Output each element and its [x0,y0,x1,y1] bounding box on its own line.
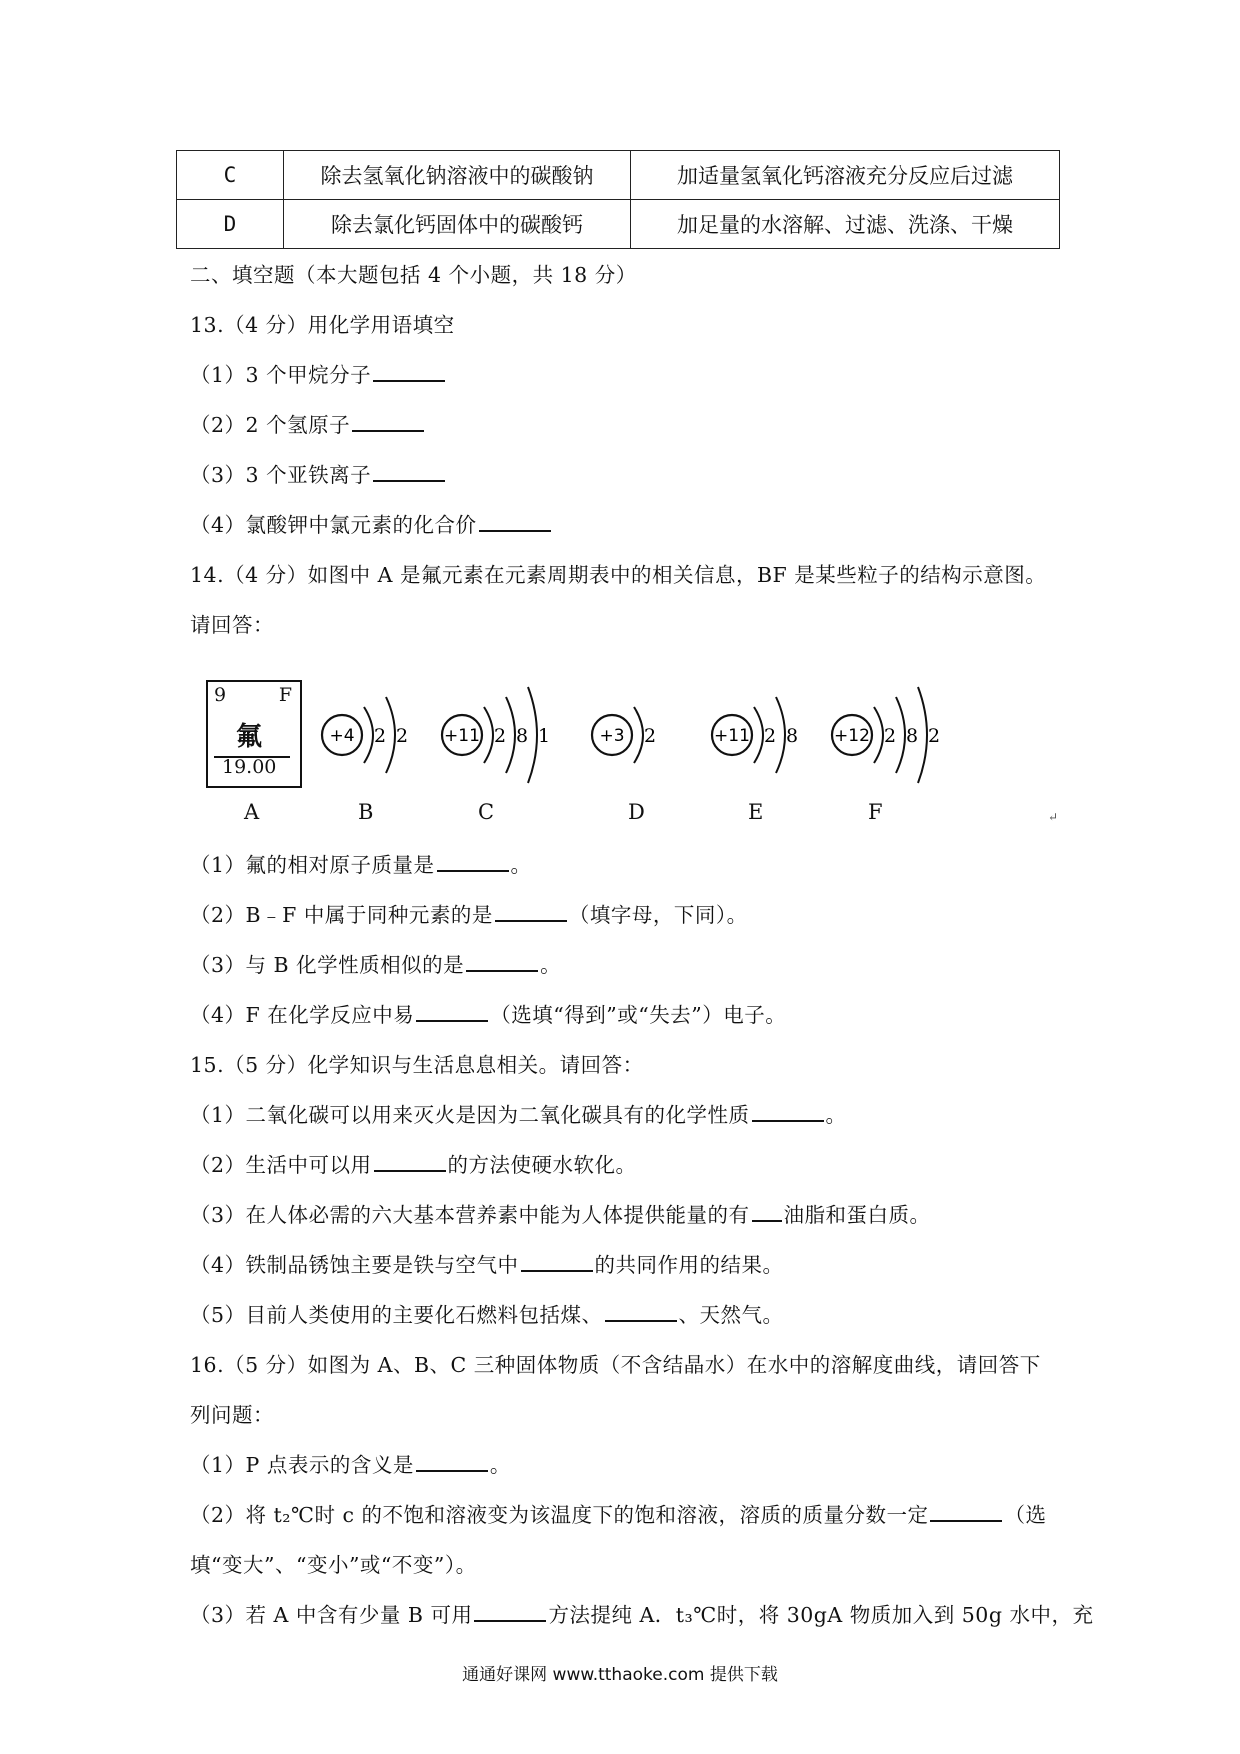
atom-diagram-e [710,680,814,794]
q16-item-text: （1）P 点表示的含义是 [190,1453,414,1477]
answer-blank[interactable] [521,1250,593,1273]
answer-blank[interactable] [352,410,424,433]
element-symbol: F [278,684,292,706]
answer-blank[interactable] [373,360,445,383]
electron-count: 2 [883,725,897,747]
electron-shell-arc [386,697,395,773]
q16-stem: 16.（5 分）如图为 A、B、C 三种固体物质（不含结晶水）在水中的溶解度曲线，请回答下 [190,1353,1041,1377]
q13-item-1 [190,358,447,388]
answer-blank[interactable] [437,850,509,873]
nuclear-charge: +11 [714,726,750,746]
nuclear-charge: +4 [329,726,355,746]
electron-shell-arc [874,707,883,763]
electron-shell-arc [918,687,927,783]
q15-item-suffix: 的方法使硬水软化。 [447,1153,637,1177]
q15-stem: 15.（5 分）化学知识与生活息息相关。请回答： [190,1053,644,1077]
atomic-mass: 19.00 [222,756,277,778]
atomic-number: 9 [214,684,227,706]
electron-shell-arc [528,687,537,783]
answer-blank[interactable] [416,1450,488,1473]
method-cell: 加适量氢氧化钙溶液充分反应后过滤 [631,151,1060,200]
atom-svg [440,680,566,790]
electron-count: 2 [643,725,657,747]
atom-svg [590,680,672,790]
electron-shell-arc [896,697,905,773]
q15-item-suffix: 油脂和蛋白质。 [783,1203,931,1227]
q15-item-3 [190,1198,931,1228]
figure-label-f: F [868,800,883,824]
q16-item-3 [190,1598,1093,1628]
electron-shell-arc [364,707,373,763]
answer-blank[interactable] [752,1100,824,1123]
q13-item-text: （3）3 个亚铁离子 [190,463,372,487]
q14-item-suffix: 。 [540,953,562,977]
q15-item-1 [190,1098,847,1128]
electron-count: 2 [395,725,409,747]
q16-item-text: （2）将 t₂℃时 c 的不饱和溶液变为该温度下的饱和溶液，溶质的质量分数一定 [190,1503,929,1527]
figure-label-a: A [244,800,260,824]
q16-item-2 [190,1498,1046,1528]
electron-count: 8 [905,725,919,747]
nuclear-charge: +11 [444,726,480,746]
electron-count: 2 [373,725,387,747]
answer-blank[interactable] [479,510,551,533]
q14-item-text: （1）氟的相对原子质量是 [190,853,435,877]
purpose-cell: 除去氯化钙固体中的碳酸钙 [284,200,631,249]
electron-count: 2 [763,725,777,747]
q14-stem: 14.（4 分）如图中 A 是氟元素在元素周期表中的相关信息，BF 是某些粒子的结构示意图。 [190,563,1047,587]
electron-shell-arc [484,707,493,763]
options-table [176,150,1060,249]
q15-item-5 [190,1298,784,1328]
q14-item-text: （4）F 在化学反应中易 [190,1003,415,1027]
q13-stem: 13.（4 分）用化学用语填空 [190,313,455,337]
electron-shell-arc [776,697,785,773]
figure-label-b: B [358,800,374,824]
section-title: 二、填空题（本大题包括 4 个小题，共 18 分） [190,263,637,287]
answer-blank[interactable] [752,1200,782,1223]
q14-item-4 [190,998,786,1028]
answer-blank[interactable] [605,1300,677,1323]
q13-item-text: （2）2 个氢原子 [190,413,351,437]
periodic-table-cell [206,680,302,788]
electron-count: 8 [785,725,799,747]
atom-structure-figure [190,660,1070,830]
q15-item-text: （2）生活中可以用 [190,1153,372,1177]
q15-item-text: （3）在人体必需的六大基本营养素中能为人体提供能量的有 [190,1203,750,1227]
option-cell: D [177,200,284,249]
q13-item-4 [190,508,553,538]
q16-item-suffix: 。 [489,1453,511,1477]
electron-shell-arc [634,707,643,763]
q15-item-suffix: 、天然气。 [678,1303,784,1327]
method-cell: 加足量的水溶解、过滤、洗涤、干燥 [631,200,1060,249]
electron-count: 2 [927,725,941,747]
return-mark: ↵ [1048,810,1059,824]
q14-item-3 [190,948,561,978]
q14-item-suffix: （选填“得到”或“失去”）电子。 [490,1003,787,1027]
q15-item-suffix: 。 [825,1103,847,1127]
q15-item-2 [190,1148,637,1178]
q14-item-text: （3）与 B 化学性质相似的是 [190,953,465,977]
figure-label-c: C [478,800,495,824]
electron-count: 2 [493,725,507,747]
q13-item-2 [190,408,426,438]
electron-count: 8 [515,725,529,747]
q16-stem-2: 列问题： [190,1403,274,1427]
element-name: 氟 [236,722,263,752]
option-cell: C [177,151,284,200]
q14-item-2 [190,898,748,928]
q15-item-text: （1）二氧化碳可以用来灭火是因为二氧化碳具有的化学性质 [190,1103,750,1127]
atom-svg [320,680,424,790]
answer-blank[interactable] [495,900,567,923]
q16-item-text: （3）若 A 中含有少量 B 可用 [190,1603,473,1627]
q13-item-text: （1）3 个甲烷分子 [190,363,372,387]
atom-diagram-d [590,680,672,794]
q15-item-4 [190,1248,784,1278]
q16-item-1 [190,1448,511,1478]
q14-item-1 [190,848,532,878]
figure-label-e: E [748,800,764,824]
q13-item-3 [190,458,447,488]
nuclear-charge: +3 [599,726,625,746]
answer-blank[interactable] [930,1500,1002,1523]
q13-item-text: （4）氯酸钾中氯元素的化合价 [190,513,477,537]
q14-item-text: （2）B﹣F 中属于同种元素的是 [190,903,493,927]
atom-diagram-b [320,680,424,794]
q14-item-suffix: 。 [510,853,532,877]
electron-shell-arc [506,697,515,773]
answer-blank[interactable] [373,460,445,483]
q16-item-2-cont: 填“变大”、“变小”或“不变”）。 [190,1553,477,1577]
atom-svg [710,680,814,790]
answer-blank[interactable] [374,1150,446,1173]
q15-item-text: （4）铁制品锈蚀主要是铁与空气中 [190,1253,519,1277]
electron-count: 1 [537,725,551,747]
answer-blank[interactable] [474,1600,546,1623]
figure-label-d: D [628,800,645,824]
q16-item-suffix: 方法提纯 A．t₃℃时，将 30gA 物质加入到 50g 水中，充 [548,1603,1094,1627]
q15-item-suffix: 的共同作用的结果。 [594,1253,784,1277]
atom-diagram-f [830,680,956,794]
q16-item-suffix: （选 [1004,1503,1047,1527]
table-row [177,200,1060,249]
q14-stem-2: 请回答： [190,613,274,637]
q14-item-suffix: （填字母，下同）。 [568,903,748,927]
table-row [177,151,1060,200]
answer-blank[interactable] [466,950,538,973]
atom-svg [830,680,956,790]
q15-item-text: （5）目前人类使用的主要化石燃料包括煤、 [190,1303,603,1327]
answer-blank[interactable] [416,1000,488,1023]
atom-diagram-c [440,680,566,794]
electron-shell-arc [754,707,763,763]
purpose-cell: 除去氢氧化钠溶液中的碳酸钠 [284,151,631,200]
nuclear-charge: +12 [834,726,870,746]
page-footer: 通通好课网 www.tthaoke.com 提供下载 [462,1665,778,1685]
